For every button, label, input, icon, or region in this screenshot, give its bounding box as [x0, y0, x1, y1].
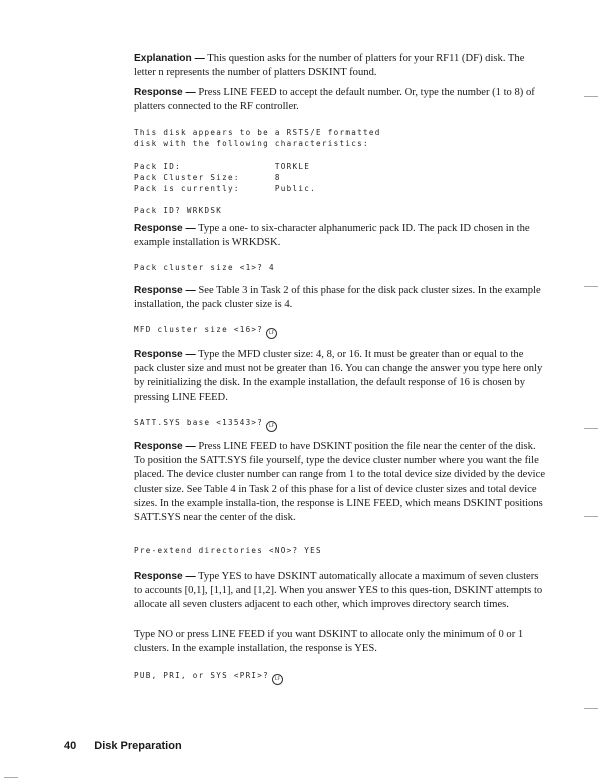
paragraph-label: Response —: [134, 571, 196, 582]
paragraph-label: Explanation —: [134, 53, 205, 64]
response-paragraph: [134, 86, 546, 114]
terminal-prompt: [134, 417, 277, 432]
prompt-text: SATT.SYS base <13543>?: [134, 418, 264, 427]
paragraph-text: This question asks for the number of platters for your RF11 (DF) disk. The letter n represents the number of platters DSKINT found.: [134, 53, 525, 79]
paragraph-text: Press LINE FEED to accept the default number. Or, type the number (1 to 8) of platters connected to the RF controller.: [134, 87, 535, 113]
response-paragraph: [134, 440, 546, 525]
paragraph-text: Type YES to have DSKINT automatically allocate a maximum of seven clusters to accounts [0,1], [1,1], and [1,2]. When you answer YES to this ques-tion, DSKINT attempts to allocate all seven clusters adjacent to each other, which improves directory search times.: [134, 571, 543, 611]
response-paragraph: [134, 222, 546, 250]
margin-mark: [584, 96, 598, 97]
section-title: Disk Preparation: [94, 740, 182, 752]
terminal-prompt: Pre-extend directories <NO>? YES: [134, 546, 322, 555]
prompt-text: MFD cluster size <16>?: [134, 325, 264, 334]
margin-mark: [584, 708, 598, 709]
paragraph-text: Press LINE FEED to have DSKINT position the file near the center of the disk. To position the SATT.SYS file yourself, type the device cluster number where you want the file placed. The device cluster number can range from 1 to the total device size divided by the device cluster size. See Table 4 in Task 2 of this phase for a list of device cluster sizes and total device sizes. In the example installa-tion, the response is LINE FEED, which means DSKINT positions SATT.SYS near the center of the disk.: [134, 441, 546, 524]
paragraph-label: Response —: [134, 441, 196, 452]
paragraph-text: Type a one- to six-character alphanumeric pack ID. The pack ID chosen in the example installation is WRKDSK.: [134, 223, 530, 249]
page-number: 40: [64, 740, 77, 752]
terminal-prompt: [134, 670, 283, 685]
paragraph-label: Response —: [134, 223, 196, 234]
margin-mark: [4, 777, 18, 778]
prompt-text: PUB, PRI, or SYS <PRI>?: [134, 671, 270, 680]
line-feed-key-icon: LF: [272, 674, 283, 685]
explanation-paragraph: [134, 52, 546, 80]
margin-mark: [584, 516, 598, 517]
terminal-prompt: Pack cluster size <1>? 4: [134, 263, 275, 272]
line-feed-key-icon: LF: [266, 328, 277, 339]
page-footer: [64, 740, 182, 752]
margin-mark: [584, 428, 598, 429]
paragraph-label: Response —: [134, 87, 196, 98]
paragraph-text: Type the MFD cluster size: 4, 8, or 16. It must be greater than or equal to the pack cluster size and must not be greater than 16. You can change the answer you type here only by reinitializing the disk. In the example installation, the default response of 16 is chosen by pressing LINE FEED.: [134, 349, 543, 403]
paragraph-label: Response —: [134, 285, 196, 296]
terminal-prompt: [134, 324, 277, 339]
response-paragraph: [134, 348, 546, 405]
response-paragraph: [134, 570, 546, 613]
terminal-output: This disk appears to be a RSTS/E formatted disk with the following characteristics: Pack ID: TORKLE Pack Cluster Size: 8 Pack is currently: Public. Pack ID? WRKDSK: [134, 128, 381, 216]
body-paragraph: Type NO or press LINE FEED if you want DSKINT to allocate only the minimum of 0 or 1 clusters. In the example installation, the response is YES.: [134, 629, 524, 655]
margin-mark: [584, 286, 598, 287]
paragraph-text: See Table 3 in Task 2 of this phase for the disk pack cluster sizes. In the example installation, the pack cluster size is 4.: [134, 285, 541, 311]
line-feed-key-icon: LF: [266, 421, 277, 432]
paragraph-label: Response —: [134, 349, 196, 360]
response-paragraph: [134, 284, 546, 312]
